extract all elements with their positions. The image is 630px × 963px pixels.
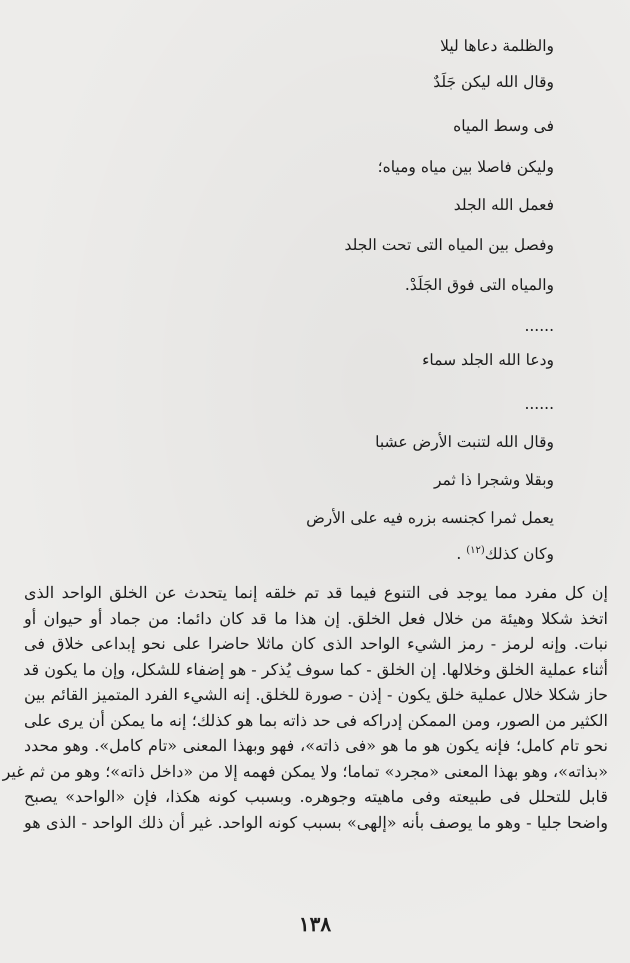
paragraph-line: نحو تام كامل؛ فإنه يكون هو ما هو «فى ذاته»، فهو وبهذا المعنى «تام كامل». وهو محدد xyxy=(24,736,608,755)
verse-line: وقال الله لتنبت الأرض عشبا xyxy=(375,433,554,451)
verse-line: فعمل الله الجلد xyxy=(453,196,554,214)
verse-line: وفصل بين المياه التى تحت الجلد xyxy=(344,236,554,254)
verse-line: وبقلا وشجرا ذا ثمر xyxy=(433,471,554,489)
verse-line: فى وسط المياه xyxy=(453,117,554,135)
verse-line-final xyxy=(84,544,554,564)
verse-ellipsis: ...... xyxy=(524,395,554,413)
verse-line: والظلمة دعاها ليلا xyxy=(440,37,554,55)
footnote-reference: (١٢) xyxy=(466,544,485,556)
paragraph-line: أثناء عملية الخلق وخلالها. إن الخلق - كما سوف يُذكر - هو إضفاء للشكل، وإن ما يكون قد xyxy=(23,659,608,679)
verse-line: وليكن فاصلا بين مياه ومياه؛ xyxy=(377,158,554,176)
verse-line: وقال الله ليكن جَلَدٌ xyxy=(433,73,554,91)
verse-text: وكان كذلك xyxy=(484,545,554,563)
paragraph-line: واضحا جليا - وهو ما يوصف بأنه «إلهى» بسبب كونه الواحد. غير أن ذلك الواحد - الذى هو xyxy=(24,812,608,832)
verse-end-mark: . xyxy=(456,545,462,563)
paragraph-line: «بذاته»، وهو بهذا المعنى «مجرد» تماما؛ ولا يمكن فهمه إلا من «داخل ذاته»؛ وهو من ثم غير xyxy=(2,761,608,781)
paragraph-line: الكثير من الصور، ومن الممكن إدراكه فى حد ذاته بما هو كذلك؛ إنه ما يمكن أن يرى على xyxy=(24,710,608,730)
body-paragraph xyxy=(2,580,608,835)
verse-line: ودعا الله الجلد سماء xyxy=(422,351,554,369)
paragraph-line: نبات. وإنه لرمز - رمز الشيء الواحد الذى كان ماثلا حاضرا على نحو إبداعى خلاق فى xyxy=(24,634,608,653)
paragraph-line: حاز شكلا خلال عملية خلق يكون - إذن - صورة للخلق. إنه الشيء الفرد المتميز القائم بين xyxy=(24,685,608,704)
paragraph-line: إن كل مفرد مما يوجد فى التنوع فيما قد تم خلقه إنما يتحدث عن الخلق الواحد الذى xyxy=(24,583,608,602)
paragraph-line: اتخذ شكلا وهيئة من خلال فعل الخلق. إن هذا ما قد كان دائما: من جماد أو حيوان أو xyxy=(24,608,608,628)
verse-line: يعمل ثمرا كجنسه بزره فيه على الأرض xyxy=(306,509,554,527)
verse-line: والمياه التى فوق الجَلَدْ. xyxy=(404,276,554,294)
page-number: ١٣٨ xyxy=(298,912,332,936)
paragraph-line: قابل للتحلل فى طبيعته وفى ماهيته وجوهره. وبسبب كونه هكذا، فإن «الواحد» يصبح xyxy=(24,787,608,806)
verse-ellipsis: ...... xyxy=(524,317,554,335)
